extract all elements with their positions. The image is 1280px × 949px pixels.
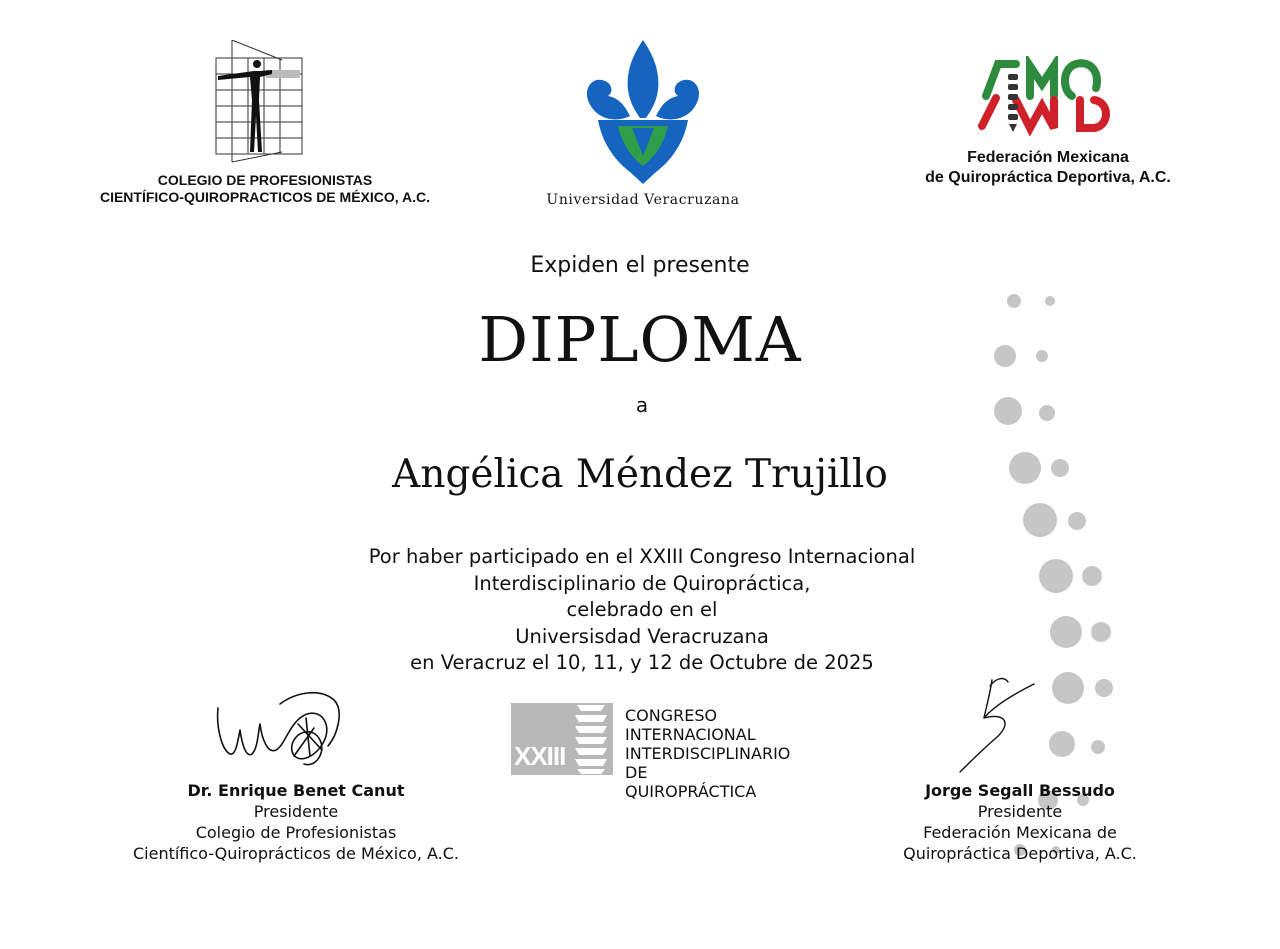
congress-line: QUIROPRÁCTICA — [625, 782, 757, 801]
decor-dot — [1009, 452, 1041, 484]
diploma-title: DIPLOMA — [478, 303, 802, 376]
decor-dot — [1039, 559, 1073, 593]
congress-logo-text — [625, 706, 791, 801]
decor-dot — [1052, 672, 1084, 704]
decor-dot — [1068, 512, 1086, 530]
right-signer-org-line2: Quiropráctica Deportiva, A.C. — [903, 844, 1137, 863]
decor-dot — [1050, 616, 1082, 648]
fmqd-name — [906, 148, 1190, 188]
colegio-vitruvian-grid-icon — [210, 40, 305, 166]
spine-icon — [571, 703, 613, 775]
left-signer-org-line1: Colegio de Profesionistas — [195, 823, 397, 842]
right-signer-org-line1: Federación Mexicana de — [923, 823, 1117, 842]
decor-dot — [1082, 566, 1102, 586]
right-signer-role: Presidente — [977, 802, 1063, 821]
congress-line: CONGRESO — [625, 706, 718, 725]
right-signer-name: Jorge Segall Bessudo — [925, 781, 1115, 800]
description-line: celebrado en el — [566, 598, 718, 621]
left-signer-role: Presidente — [253, 802, 339, 821]
left-signer-org-line2: Científico-Quiroprácticos de México, A.C. — [132, 844, 460, 863]
description-line: Universisdad Veracruzana — [515, 624, 769, 648]
decor-dot — [1007, 294, 1021, 308]
decor-dot — [1091, 622, 1111, 642]
universidad-veracruzana-flor-de-lis-icon — [584, 38, 702, 184]
fmqd-name-line2: de Quiropráctica Deportiva, A.C. — [925, 169, 1171, 186]
left-signature — [96, 780, 496, 864]
description-line: en Veracruz el 10, 11, y 12 de Octubre de 2025 — [410, 651, 874, 674]
description — [260, 544, 1024, 677]
colegio-name — [80, 172, 450, 206]
fmqd-logo — [906, 56, 1190, 196]
decor-dot — [1039, 405, 1055, 421]
description-line: Por haber participado en el XXIII Congreso Internacional — [368, 545, 916, 568]
colegio-logo — [80, 36, 450, 216]
left-signer-name: Dr. Enrique Benet Canut — [187, 781, 405, 800]
intro-text: Expiden el presente — [530, 253, 750, 278]
universidad-veracruzana-logo — [544, 38, 742, 212]
decor-dot — [1045, 296, 1055, 306]
recipient-name: Angélica Méndez Trujillo — [392, 452, 888, 497]
to-text: a — [635, 393, 649, 417]
decor-dot — [1049, 731, 1075, 757]
left-signature-scribble — [210, 684, 350, 774]
fmqd-logo-icon — [976, 56, 1118, 136]
decor-dot — [1095, 679, 1113, 697]
decor-dot — [1036, 350, 1048, 362]
colegio-name-line1: COLEGIO DE PROFESIONISTAS — [157, 172, 373, 188]
description-line: Interdisciplinario de Quiropráctica, — [473, 571, 811, 595]
universidad-caption: Universidad Veracruzana — [546, 192, 740, 208]
congress-logo — [511, 702, 791, 801]
right-signature — [870, 780, 1170, 864]
congress-number: XXIII — [514, 741, 566, 771]
decor-dot — [1023, 503, 1057, 537]
right-signature-scribble — [950, 668, 1050, 778]
decor-dot — [1091, 740, 1105, 754]
colegio-name-line2: CIENTÍFICO-QUIROPRACTICOS DE MÉXICO, A.C. — [99, 189, 431, 205]
congress-line: INTERNACIONAL — [625, 725, 756, 744]
decor-dot — [1051, 459, 1069, 477]
congress-logo-block — [511, 703, 613, 775]
decor-dot — [994, 345, 1016, 367]
congress-line: INTERDISCIPLINARIO DE — [625, 744, 791, 782]
fmqd-name-line1: Federación Mexicana — [967, 149, 1129, 166]
decor-dot — [994, 397, 1022, 425]
